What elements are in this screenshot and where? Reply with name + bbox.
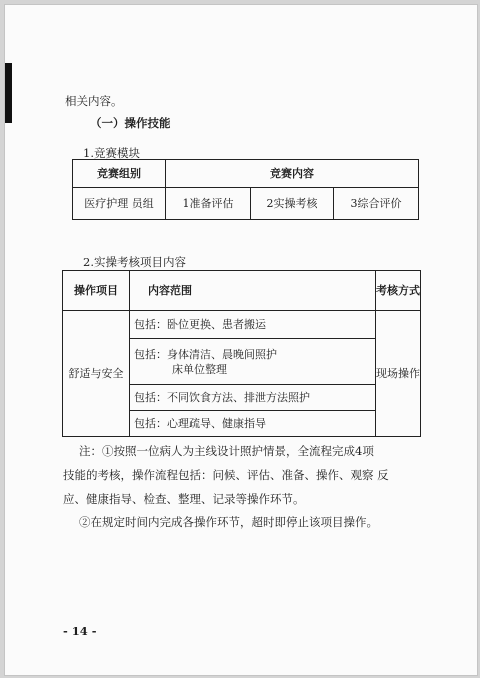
table2-caption: 2.实操考核项目内容 (83, 255, 186, 269)
competition-module-table (72, 159, 419, 220)
table2-header-scope: 内容范围 (130, 271, 376, 311)
scope-1-line: 包括：卧位更换、患者搬运 (134, 318, 266, 331)
table1-caption: 1.竞赛模块 (83, 146, 140, 160)
note-line-1: 注：①按照一位病人为主线设计照护情景，全流程完成4项 (79, 444, 374, 458)
table1-header-content: 竞赛内容 (166, 160, 419, 188)
note-line-2: 技能的考核，操作流程包括：问候、评估、准备、操作、观察 反 (63, 468, 389, 482)
note-line-4: ②在规定时间内完成各操作环节，超时即停止该项目操作。 (79, 515, 378, 529)
table2-project-cell: 舒适与安全 (63, 311, 130, 437)
document-page (4, 4, 478, 676)
section-title: （一）操作技能 (90, 116, 171, 130)
table1-group-cell: 医疗护理 员组 (73, 188, 166, 220)
table2-header-project: 操作项目 (63, 271, 130, 311)
table2-scope-1 (130, 311, 376, 339)
scope-4-line: 包括：心理疏导、健康指导 (134, 417, 266, 430)
table1-module-2: 2实操考核 (251, 188, 334, 220)
table2-scope-3 (130, 385, 376, 411)
intro-text: 相关内容。 (65, 94, 123, 108)
table2-scope-4 (130, 411, 376, 437)
note-line-3: 应、健康指导、检查、整理、记录等操作环节。 (63, 492, 305, 506)
table2-method-cell: 现场操作 (376, 311, 421, 437)
scan-edge-mark (5, 63, 12, 123)
table1-header-group: 竞赛组别 (73, 160, 166, 188)
practical-exam-table (62, 270, 421, 437)
table2-scope-2 (130, 339, 376, 385)
table1-module-3: 3综合评价 (334, 188, 419, 220)
scope-2-line-2: 床单位整理 (172, 362, 227, 376)
scope-2-line-1: 包括：身体清洁、晨晚间照护 (134, 347, 277, 361)
scope-3-line: 包括：不同饮食方法、排泄方法照护 (134, 391, 310, 404)
table1-module-1: 1准备评估 (166, 188, 251, 220)
page-number: - 14 - (63, 624, 97, 638)
table2-header-method: 考核方式 (376, 271, 421, 311)
